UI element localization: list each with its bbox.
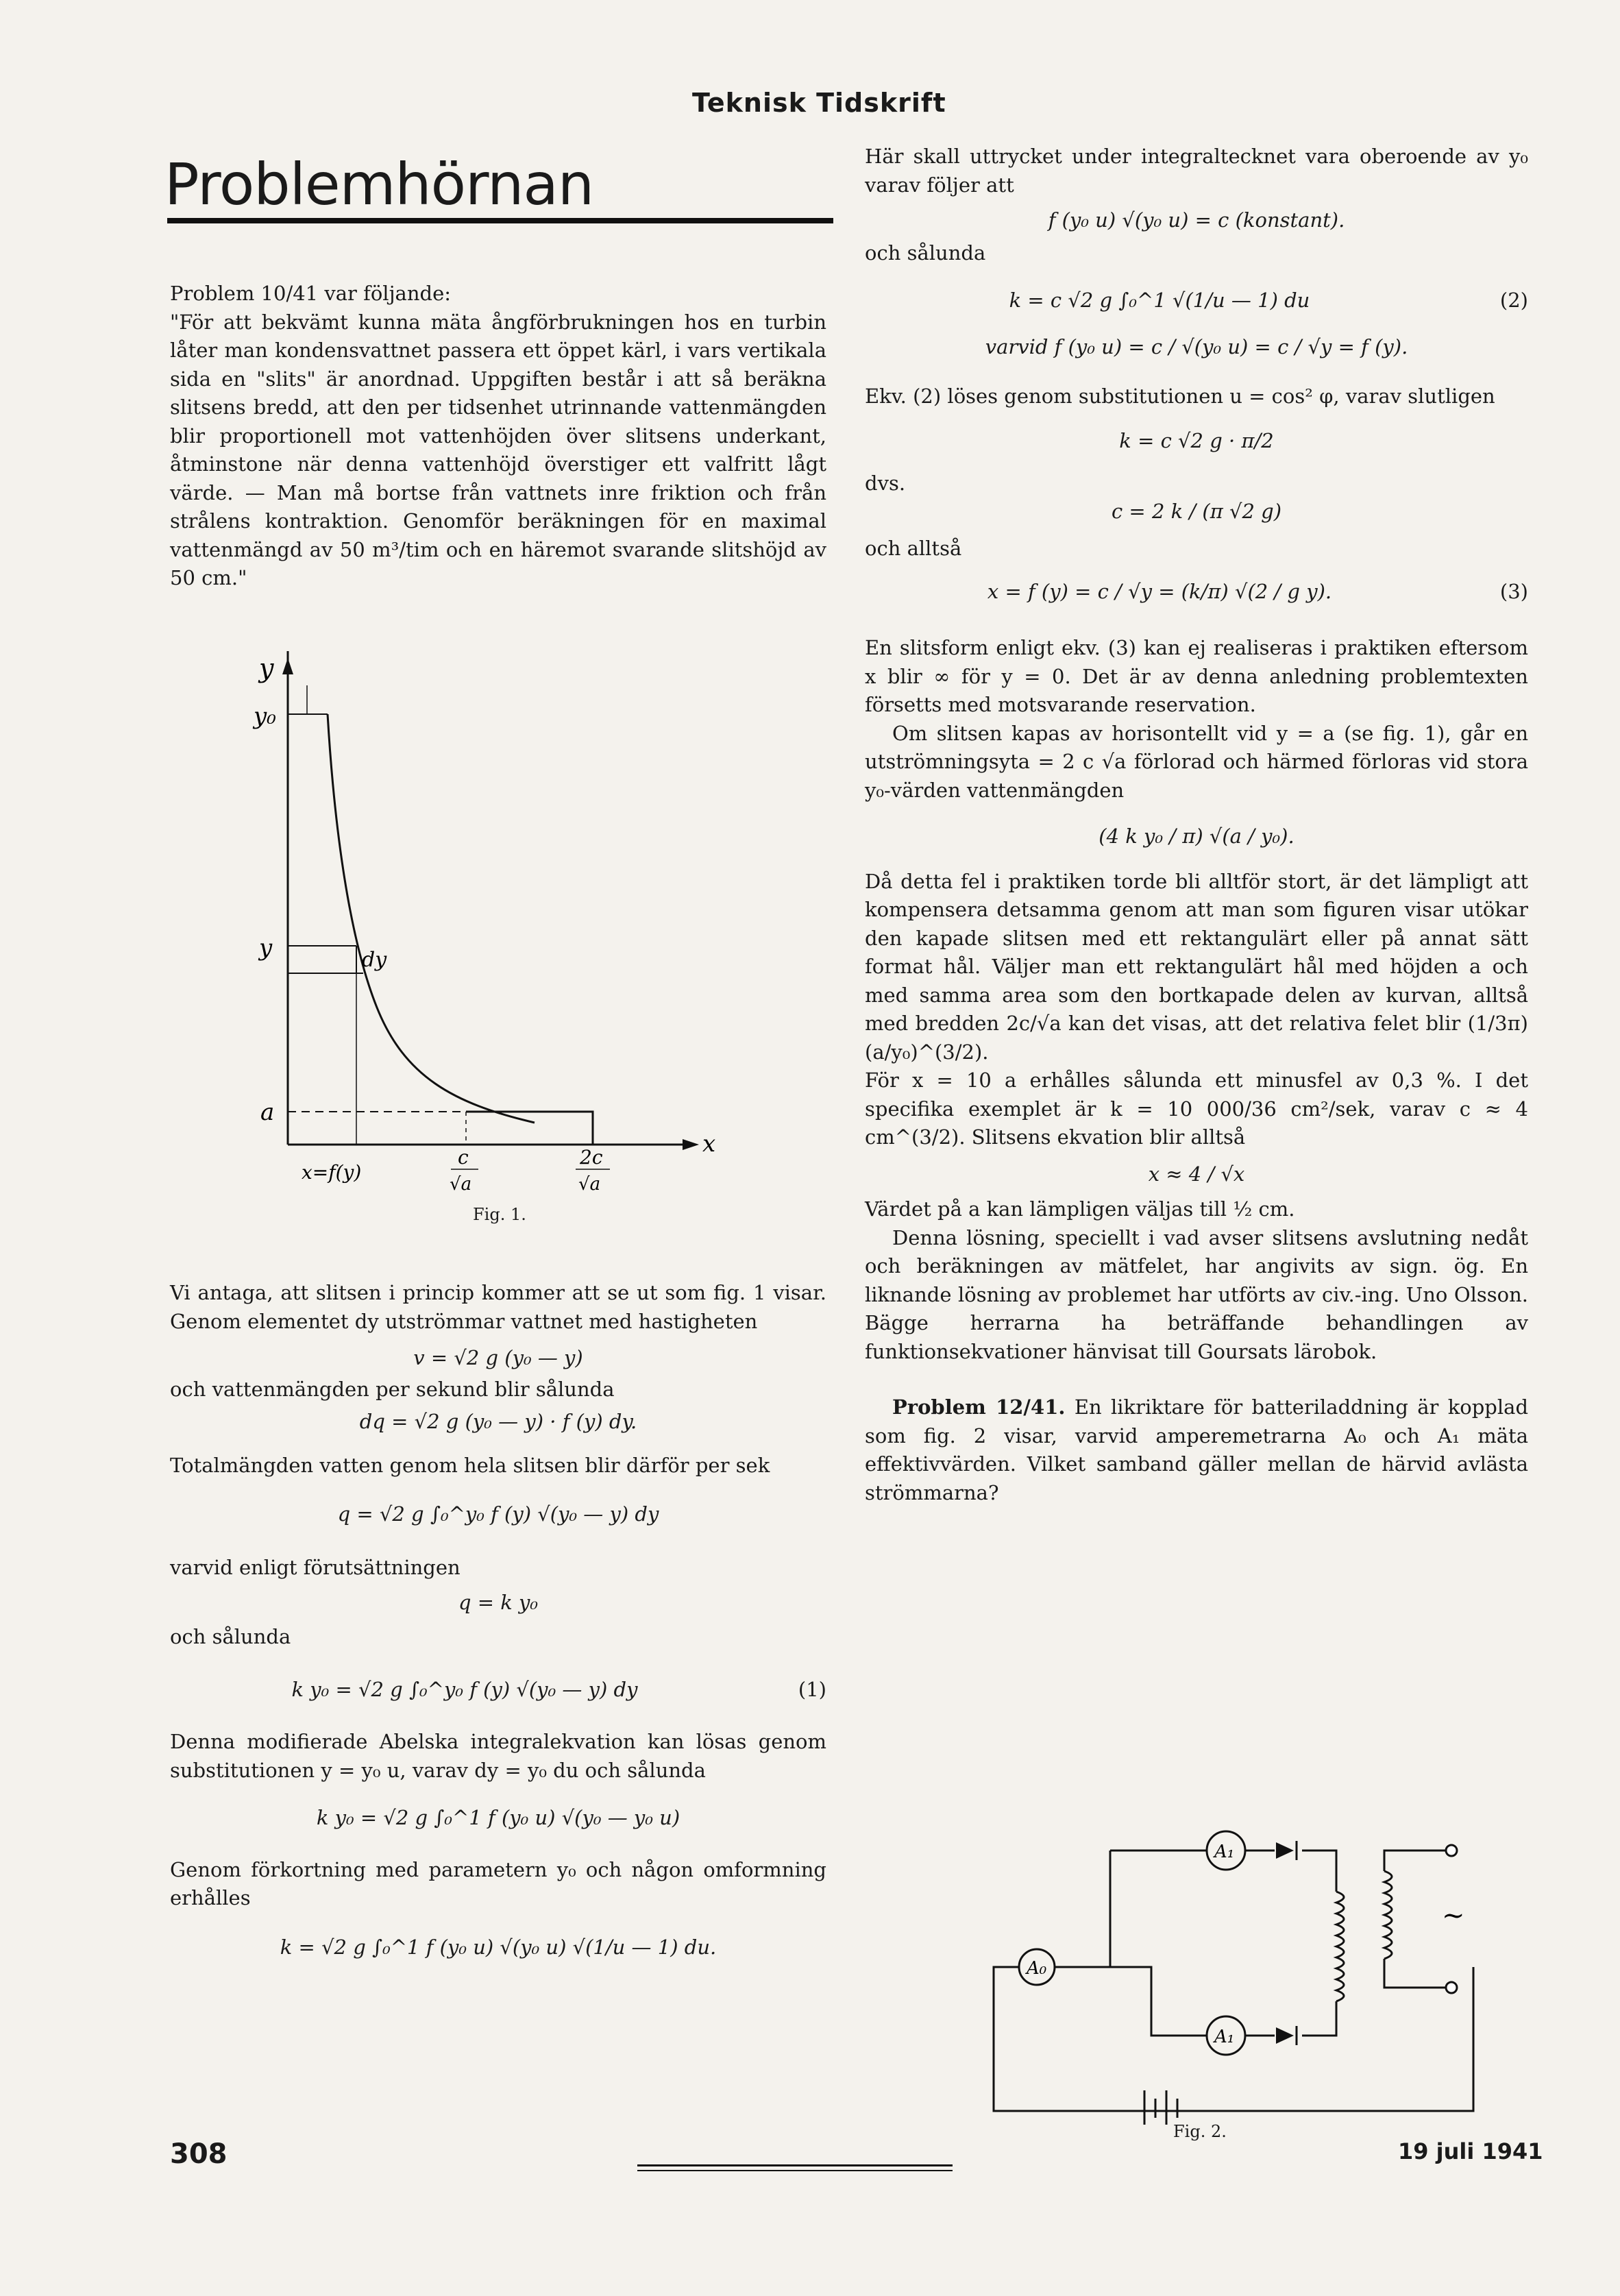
fig2-wire-mid: [1110, 1967, 1206, 2036]
fig2-diode-top: [1276, 1842, 1294, 1859]
p-salunda: och sålunda: [170, 1624, 291, 1648]
eq-1-number: (1): [798, 1678, 826, 1701]
eq-v: v = √2 g (y₀ — y): [413, 1346, 583, 1369]
p-om-slitsen: Om slitsen kapas av horisontellt vid y = a (se fig. 1), går en utströmningsyta = 2 c √a förlorad och härmed förloras vid stora y₀-värden vattenmängden: [865, 721, 1528, 802]
p-da-detta-2: För x = 10 a erhålles sålunda ett minusfel av 0,3 %. I det specifika exemplet är k = 10 000/36 cm²/sek, varav c ≈ 4 cm^(3/2). Slitsens ekvation blir alltså: [865, 1068, 1528, 1149]
issue-date: 19 juli 1941: [1398, 2138, 1543, 2164]
eq-sub: k y₀ = √2 g ∫₀^1 f (y₀ u) √(y₀ — y₀ u): [316, 1806, 680, 1829]
eq-3-number: (3): [1499, 580, 1528, 603]
problem-12-heading: Problem 12/41.: [892, 1395, 1066, 1419]
fig2-wire-mid3: [1302, 2001, 1336, 2036]
figure-2: [980, 1823, 1501, 2125]
fig1-rect-hole: [466, 1112, 593, 1145]
masthead: Teknisk Tidskrift: [692, 88, 946, 118]
fig2-primary-wire-bottom: [1384, 1959, 1446, 1988]
p-total: Totalmängden vatten genom hela slitsen blir därför per sek: [170, 1453, 770, 1477]
eq-final: x ≈ 4 / √x: [1148, 1162, 1245, 1186]
eq-2-number: (2): [1499, 289, 1528, 312]
fig1-label-x-axis: x: [702, 1130, 716, 1158]
eq-varvid: varvid f (y₀ u) = c / √(y₀ u) = c / √y = f (y).: [985, 335, 1408, 358]
problem-12-body: En likriktare för batteriladdning är kopplad som fig. 2 visar, varvid amperemetrarna A₀ och A₁ mäta effektivvärden. Vilket samband gäller mellan de härvid avlästa strömmarna?: [865, 1395, 1529, 1504]
figure-1: [247, 651, 740, 1206]
fig1-label-x-eq: x=f(y): [302, 1161, 362, 1184]
title-rule: [167, 218, 833, 223]
fig2-label-a1-top: A₁: [1214, 1842, 1235, 1862]
right-column: [865, 143, 1528, 1507]
fig2-wire-a: [1054, 1851, 1110, 1967]
p-da-detta-1: Då detta fel i praktiken torde bli alltför stort, är det lämpligt att kompensera detsamma genom att man som figuren visar utökar den kapade slitsen med ett rektangulärt eller på annat sätt format hål. Väljer man ett rektangulärt hål med höjden a och med samma area som den bortkapade delen av kurvan, alltså med bredden 2c/√a kan det visas, att det relativa felet blir (1/3π)(a/y₀)^(3/2).: [865, 869, 1528, 1064]
fig1-label-c-den: √a: [450, 1174, 472, 1195]
eq-3-row: [865, 578, 1528, 607]
p-ekv2: Ekv. (2) löses genom substitutionen u = cos² φ, varav slutligen: [865, 384, 1495, 408]
eq-forkort: k = √2 g ∫₀^1 f (y₀ u) √(y₀ u) √(1/u — 1) du.: [280, 1935, 717, 1959]
fig2-label-a0: A₀: [1027, 1958, 1047, 1979]
p-har: Här skall uttrycket under integraltecknet vara oberoende av y₀ varav följer att: [865, 145, 1528, 197]
fig1-label-dy: dy: [362, 948, 387, 972]
fig2-terminal-bottom: [1446, 1982, 1457, 1993]
fig2-ac-symbol: ~: [1442, 1900, 1465, 1931]
fig2-primary-coil: [1384, 1871, 1392, 1959]
eq-k-pi: k = c √2 g · π/2: [1119, 429, 1274, 452]
fig1-label-y: y: [259, 934, 273, 962]
p-abel: Denna modifierade Abelska integralekvation kan lösas genom substitutionen y = y₀ u, varav dy = y₀ du och sålunda: [170, 1730, 826, 1782]
fig2-diode-bottom: [1276, 2027, 1294, 2044]
fig1-x-arrow: [683, 1139, 699, 1150]
eq-c: c = 2 k / (π √2 g): [1111, 500, 1282, 523]
section-title: Problemhörnan: [164, 151, 594, 218]
fig1-caption: Fig. 1.: [473, 1205, 526, 1224]
fig1-curve: [328, 714, 535, 1123]
fig1-label-2c-num: 2c: [580, 1146, 603, 1169]
p-slitsform: En slitsform enligt ekv. (3) kan ej realiseras i praktiken eftersom x blir ∞ för y = 0. Det är av denna anledning problemtexten försetts med motsvarande reservation.: [865, 636, 1528, 716]
eq-q: q = √2 g ∫₀^y₀ f (y) √(y₀ — y) dy: [337, 1502, 659, 1526]
eq-3: x = f (y) = c / √y = (k/π) √(2 / g y).: [987, 580, 1332, 603]
p-och-alltsa: och alltså: [865, 536, 962, 560]
fig1-label-y-axis: y: [259, 653, 274, 683]
problem-intro: Problem 10/41 var följande:: [170, 282, 452, 305]
p-varvid: varvid enligt förutsättningen: [170, 1555, 461, 1579]
fig2-secondary-coil: [1336, 1892, 1344, 2001]
eq-1: k y₀ = √2 g ∫₀^y₀ f (y) √(y₀ — y) dy: [291, 1678, 638, 1701]
fig1-label-2c-den: √a: [578, 1174, 601, 1195]
p-problem-12: [865, 1393, 1528, 1507]
p-antaga: Vi antaga, att slitsen i princip kommer att se ut som fig. 1 visar. Genom elementet dy utströmmar vattnet med hastigheten: [170, 1281, 826, 1333]
footer-rule-2: [637, 2170, 953, 2171]
fig2-wire-top3: [1302, 1851, 1336, 1892]
page-number: 308: [170, 2138, 228, 2170]
eq-qky: q = k y₀: [458, 1591, 539, 1614]
eq-const: f (y₀ u) √(y₀ u) = c (konstant).: [1048, 208, 1345, 232]
fig2-terminal-top: [1446, 1845, 1457, 1856]
left-intro: [170, 280, 826, 593]
eq-dq: dq = √2 g (y₀ — y) · f (y) dy.: [359, 1410, 637, 1433]
p-vardet: Värdet på a kan lämpligen väljas till ½ cm.: [865, 1197, 1295, 1221]
p-vattenmangd: och vattenmängden per sekund blir sålunda: [170, 1377, 615, 1401]
fig1-label-c-num: c: [458, 1146, 469, 1169]
p-och-salunda: och sålunda: [865, 241, 986, 265]
eq-2: k = c √2 g ∫₀^1 √(1/u — 1) du: [1009, 289, 1310, 312]
fig1-label-a: a: [260, 1099, 275, 1126]
left-derivation: [170, 1279, 826, 1962]
p-dvs: dvs.: [865, 471, 906, 495]
footer-rule: [637, 2164, 953, 2166]
eq-2-row: [865, 286, 1528, 315]
fig2-caption: Fig. 2.: [1173, 2122, 1227, 2141]
fig2-label-a1-bottom: A₁: [1214, 2027, 1235, 2047]
eq-loss: (4 k y₀ / π) √(a / y₀).: [1099, 825, 1294, 848]
fig1-y-arrow: [282, 658, 293, 674]
eq-1-row: [170, 1676, 826, 1705]
problem-quote: "För att bekvämt kunna mäta ångförbrukningen hos en turbin låter man kondensvattnet passera ett öppet kärl, i vars vertikala sida en "slits" är anordnad. Uppgiften består i att så beräkna slitsens bredd, att den per tidsenhet utrinnande vattenmängden blir proportionell mot vattenhöjden över slitsens underkant, åtminstone när denna vattenhöjd överstiger ett valfritt lågt värde. — Man må bortse från vattnets inre friktion och från strålens kontraktion. Genomför beräkningen för en maximal vattenmängd av 50 m³/tim och en häremot svarande slitshöjd av 50 cm.": [170, 310, 826, 589]
fig1-label-y0: y₀: [254, 703, 276, 730]
fig2-primary-wire-top: [1384, 1851, 1446, 1871]
p-denna: Denna lösning, speciellt i vad avser slitsens avslutning nedåt och beräkningen av mätfelet, har angivits av sign. ög. En liknande lösning av problemet har utförts av civ.-ing. Uno Olsson. Bägge herrarna ha beträffande behandlingen av funktionsekvationer hänvisat till Goursats lärobok.: [865, 1225, 1528, 1363]
p-forkort: Genom förkortning med parametern y₀ och någon omformning erhålles: [170, 1857, 826, 1909]
